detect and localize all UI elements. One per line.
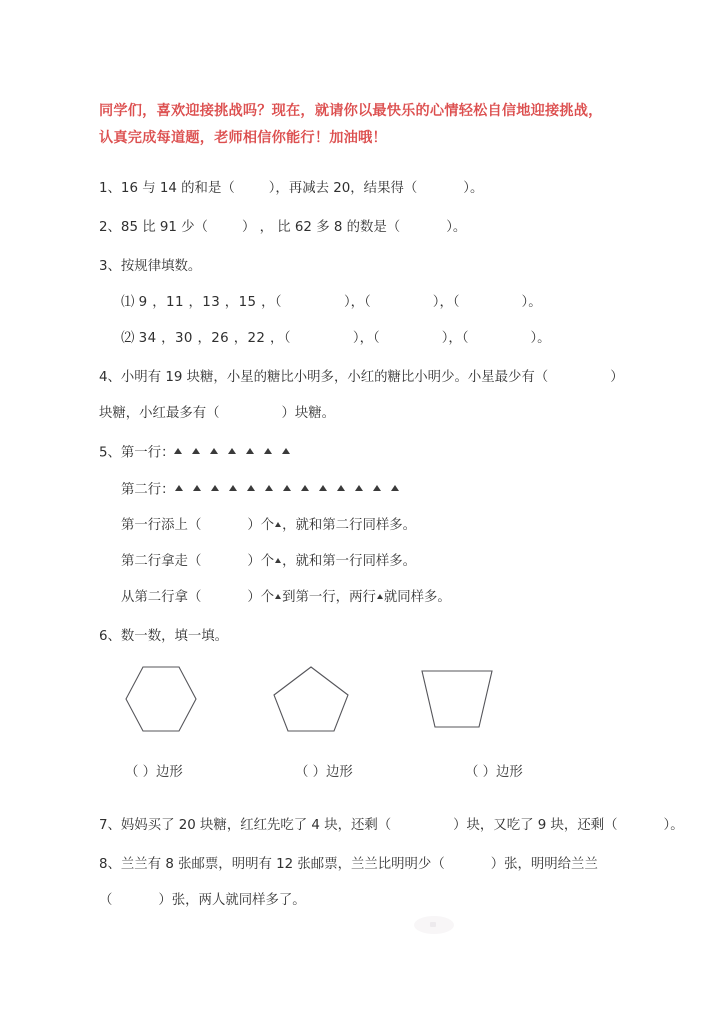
trapezoid-icon [417, 665, 497, 735]
question-8-text-b: ）张，明明给兰兰 [490, 857, 598, 872]
question-5-row-1-label: 第一行： [120, 445, 175, 461]
banner-line-1: 同学们，喜欢迎接挑战吗？现在，就请你以最快乐的心情轻松自信地迎接挑战， [99, 103, 603, 119]
question-8-number: 8、 [99, 857, 121, 872]
question-7-text-c: ）。 [663, 818, 684, 833]
question-4-text-b: ） [610, 370, 624, 385]
question-3-title-line [99, 256, 629, 277]
triangle-glyph [301, 485, 309, 491]
triangle-glyph [228, 448, 236, 454]
banner-line-2: 认真完成每道题，老师相信你能行！加油哦！ [99, 130, 387, 146]
question-3-row-2-mid: ），（ [352, 331, 380, 346]
question-5-sub-2-pre: 第二行拿走（ [121, 554, 202, 569]
question-2-number: 2、 [99, 220, 121, 235]
question-3-row-1 [99, 292, 629, 313]
shape-pentagon [271, 665, 351, 735]
encouragement-banner [99, 98, 627, 152]
question-2-text-a: 85 比 91 少（ [120, 220, 208, 235]
triangle-glyph-inline [275, 594, 281, 599]
question-4 [99, 367, 629, 424]
triangle-glyph [192, 448, 200, 454]
question-2-text-b: ） ， 比 62 多 8 的数是（ [241, 220, 401, 235]
question-2-line [99, 217, 629, 238]
triangle-glyph [175, 485, 183, 491]
question-2 [99, 217, 629, 238]
question-5-sub-3-post: ）个 到第一行，两行 就同样多。 [247, 590, 451, 605]
triangle-glyph-inline [275, 558, 281, 563]
question-1 [99, 178, 629, 199]
triangle-glyph [283, 485, 291, 491]
question-3-title: 按规律填数。 [120, 259, 202, 274]
question-1-number: 1、 [99, 181, 121, 196]
pentagon-icon [271, 665, 351, 735]
question-3-row-1-sequence: 9 ，11 ，13 ，15 ，（ [138, 295, 282, 310]
triangle-glyph [355, 485, 363, 491]
triangle-glyph [174, 448, 182, 454]
triangle-glyph [319, 485, 327, 491]
question-3-row-1-label: ⑴ [121, 295, 135, 310]
question-6-title-line [99, 626, 629, 647]
triangle-glyph [229, 485, 237, 491]
shape-hexagon-label: （ ）边形 [125, 765, 183, 780]
triangle-glyph [210, 448, 218, 454]
question-5-sub-1-pre: 第一行添上（ [121, 518, 202, 533]
question-8-text-c: （ [99, 893, 113, 908]
question-3-row-2-tail: ），（ [441, 331, 469, 346]
question-8-text-a: 兰兰有 8 张邮票，明明有 12 张邮票，兰兰比明明少（ [120, 857, 445, 872]
triangle-glyph-inline [377, 594, 383, 599]
question-7-text-a: 妈妈买了 20 块糖，红红先吃了 4 块，还剩（ [120, 818, 392, 833]
question-5-sub-2 [99, 551, 629, 572]
scan-watermark-artifact [414, 916, 454, 934]
shapes-figure-group [99, 665, 629, 795]
question-5-number: 5、 [99, 445, 121, 461]
question-5-row-2-label: 第二行： [121, 482, 175, 497]
question-5-sub-3-pre: 从第二行拿（ [121, 590, 202, 605]
question-4-text-a: 小明有 19 块糖，小星的糖比小明多，小红的糖比小明少。小星最少有（ [120, 370, 549, 385]
question-7 [99, 815, 684, 836]
question-8-line-2 [99, 890, 629, 911]
question-1-text-c: ）。 [463, 181, 484, 196]
triangle-glyph [211, 485, 219, 491]
triangle-row-second [175, 479, 409, 500]
question-4-line-2 [99, 403, 629, 424]
question-7-line [99, 815, 684, 836]
question-4-text-d: ）块糖。 [281, 406, 336, 421]
triangle-glyph [265, 485, 273, 491]
question-7-text-b: ）块，又吃了 9 块，还剩（ [453, 818, 618, 833]
triangle-glyph [373, 485, 381, 491]
triangle-glyph [337, 485, 345, 491]
question-1-text-b: ），再减去 20，结果得（ [268, 181, 418, 196]
question-6-number: 6、 [99, 629, 121, 644]
question-3-row-1-tail: ），（ [432, 295, 460, 310]
question-5-row-1 [99, 442, 629, 464]
question-1-text-a: 16 与 14 的和是（ [120, 181, 235, 196]
question-6 [99, 626, 629, 647]
question-8 [99, 854, 629, 911]
triangle-glyph [247, 485, 255, 491]
triangle-glyph [282, 448, 290, 454]
triangle-glyph [193, 485, 201, 491]
question-4-number: 4、 [99, 370, 121, 385]
shape-hexagon [124, 665, 199, 735]
question-3-row-2-end: ）。 [530, 331, 551, 346]
question-3-row-2-sequence: 34 ，30 ，26 ，22 ，（ [138, 331, 291, 346]
question-1-line [99, 178, 629, 199]
shape-trapezoid-label: （ ）边形 [465, 765, 523, 780]
question-5-sub-3 [99, 587, 629, 608]
question-3-row-1-mid: ），（ [343, 295, 371, 310]
question-8-line-1 [99, 854, 629, 875]
question-8-text-d: ）张，两人就同样多了。 [158, 893, 306, 908]
question-5-row-2 [99, 479, 629, 501]
triangle-glyph [246, 448, 254, 454]
question-3 [99, 256, 629, 349]
question-5-sub-2-post: ）个 ，就和第一行同样多。 [247, 554, 417, 569]
question-3-row-2 [99, 328, 629, 349]
question-4-text-c: 块糖，小红最多有（ [99, 406, 220, 421]
triangle-glyph-inline [275, 522, 281, 527]
question-5-sub-1 [99, 515, 629, 536]
hexagon-icon [124, 665, 199, 735]
question-3-row-1-end: ）。 [521, 295, 542, 310]
question-5 [99, 442, 629, 608]
shape-pentagon-label: （ ）边形 [295, 765, 353, 780]
question-2-text-c: ）。 [446, 220, 467, 235]
question-7-number: 7、 [99, 818, 121, 833]
triangle-row-first [174, 442, 300, 463]
question-3-row-2-label: ⑵ [121, 331, 135, 346]
question-6-title: 数一数，填一填。 [120, 629, 229, 644]
worksheet-content [99, 98, 684, 929]
triangle-glyph [264, 448, 272, 454]
question-5-sub-1-post: ）个 ，就和第二行同样多。 [247, 518, 417, 533]
question-3-number: 3、 [99, 259, 121, 274]
shape-trapezoid [417, 665, 497, 735]
triangle-glyph [391, 485, 399, 491]
question-4-line-1 [99, 367, 629, 388]
